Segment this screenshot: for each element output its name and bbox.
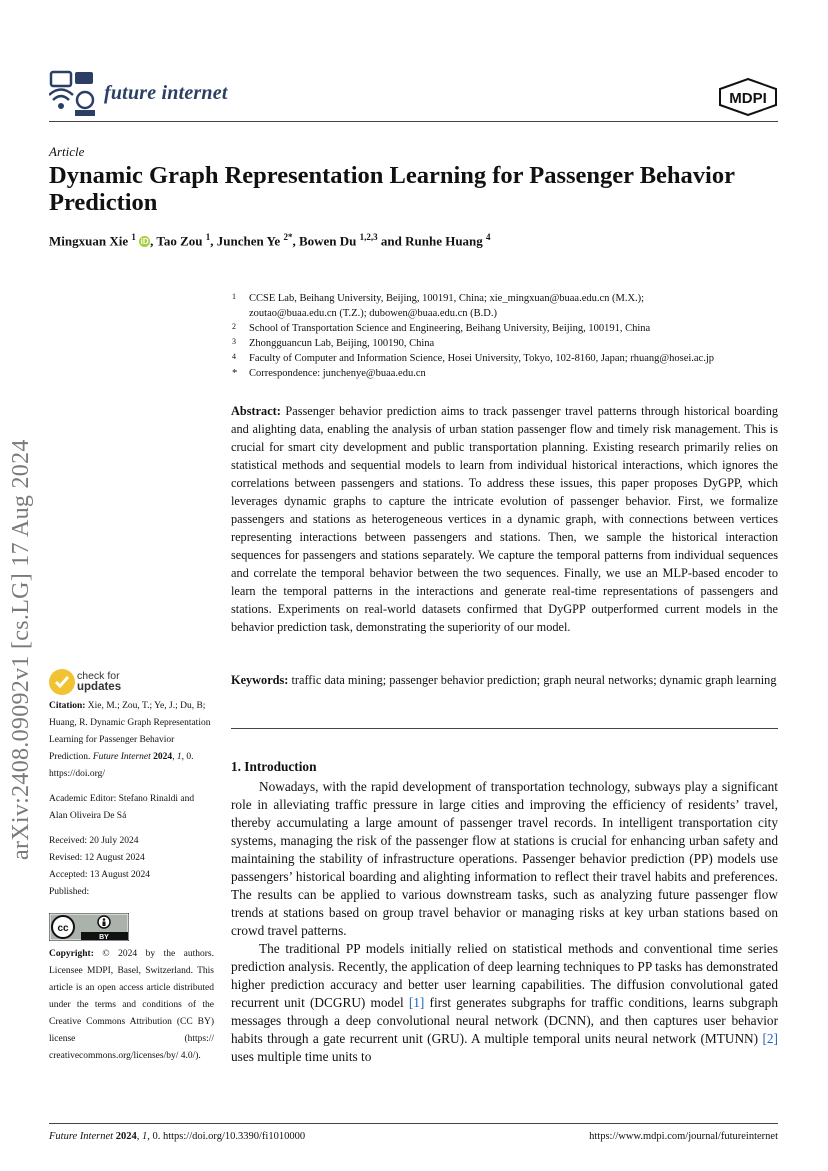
affiliation-item: 1 CCSE Lab, Beihang University, Beijing, 100191, China; xie_mingxuan@buaa.edu.cn (M.X.); (232, 292, 645, 304)
author-name: Runhe Huang (405, 233, 483, 249)
abstract-divider (231, 728, 778, 729)
author-name: Bowen Du (298, 233, 357, 249)
author-affil: 2* (283, 232, 293, 242)
orcid-icon[interactable]: iD (140, 237, 149, 247)
revised-date: Revised: 12 August 2024 (49, 853, 145, 863)
copyright-block: Copyright: © 2024 by the authors. Licensee MDPI, Basel, Switzerland. This article is an open access article distributed under the terms and conditions of the Creative Commons Attribution (CC BY) license (https:// creativecommons.org/licenses/by/ 4.0/). (49, 949, 215, 1061)
academic-editor: Academic Editor: Stefano Rinaldi and Alan Oliveira De Sá (49, 794, 195, 821)
check-for-updates-button[interactable]: check for updates (77, 670, 122, 693)
check-for-updates-icon[interactable] (49, 669, 75, 695)
section-heading: 1. Introduction (231, 759, 317, 774)
author-list: Mingxuan Xie $^1$ iD , Tao Zou $^1$, Junchen Ye $^{2*}$, Bowen Du $^{1,2,3}$ and Runhe Huang $^4$ (49, 232, 491, 249)
paper-title: Dynamic Graph Representation Learning for Passenger Behavior Prediction (49, 162, 735, 216)
paragraph: The traditional PP models initially relied on statistical methods and conventional time series prediction analysis. Recently, the application of deep learning techniques to PP tasks has demonstrated higher prediction accuracy and better user learning capabilities. The diffusion convolutional gated recurrent unit (DCGRU) model [1] first generates subgraphs for traffic conditions, learns subgraph messages through a deep convolutional neural network (DCNN), and then captures user behavior habits through a gate recurrent unit (GRU). A multiple temporal units neural network (MTUNN) [2] uses multiple time units to (231, 941, 778, 1064)
affiliation-item: 3 Zhongguancun Lab, Beijing, 100190, China (232, 337, 435, 349)
journal-url[interactable]: https://www.mdpi.com/journal/futureinternet (589, 1131, 778, 1142)
dates-block (49, 833, 214, 901)
correspondence: * Correspondence: junchenye@buaa.edu.cn (232, 368, 426, 379)
citation-link[interactable]: [2] (762, 1031, 778, 1046)
journal-logo (49, 70, 97, 118)
affiliations (232, 291, 792, 381)
affiliation-item: 4 Faculty of Computer and Information Science, Hosei University, Tokyo, 102-8160, Japan; rhuang@hosei.ac.jp (232, 352, 715, 364)
abstract (231, 402, 778, 636)
citation-link[interactable]: [1] (408, 995, 425, 1010)
journal-name: future internet (104, 82, 228, 104)
svg-text:cc: cc (57, 923, 69, 934)
header-divider (49, 121, 778, 122)
published-date: Published: (49, 887, 90, 897)
abstract-text: Passenger behavior prediction aims to track passenger travel patterns through historical boarding and alighting data, enabling the analysis of urban station passenger flow and timely risk management. This is crucial for smart city development and public transportation planning. Existing research primarily relies on statistical methods and sequential models to learn from individual historical interactions, which ignores the correlations between passengers and stations. To address these issues, this paper proposes DyGPP, which leverages dynamic graphs to capture the intricate evolution of passenger behavior. First, we formalize passengers and stations as heterogeneous vertices in a dynamic graph, with connections between vertices representing interactions between passengers and stations. Then, we sample the historical interaction sequences for passengers and stations separately. We capture the temporal patterns from individual sequences and correlate the temporal behavior between the two sequences. Finally, we use an MLP-based encoder to learn the temporal patterns in the interactions and generate real-time representations of passengers and stations. Experiments on real-world datasets confirmed that DyGPP outperformed current models in the behavior prediction task, demonstrating the superiority of our model. (231, 404, 778, 634)
author-affil: 1,2,3 (359, 232, 378, 242)
author-name: Mingxuan Xie (49, 233, 129, 249)
footer-citation: Future Internet 2024, 1, 0. https://doi.org/10.3390/fi1010000 (49, 1131, 306, 1142)
footer-divider (49, 1123, 778, 1124)
svg-text:BY: BY (99, 934, 109, 941)
mdpi-logo-text: MDPI (729, 90, 767, 107)
received-date: Received: 20 July 2024 (49, 836, 139, 846)
abstract-label: Abstract: (231, 404, 281, 418)
author-name: Tao Zou (156, 233, 203, 249)
paragraph: Nowadays, with the rapid development of transportation technology, subways play a significant role in alleviating traffic pressure in large cities and improving the efficiency of residents’ travel, thereby accumulating a large amount of passenger travel records. In intelligent transportation city systems, managing the risk of the passenger flow at stations is crucial for enhancing urban safety and maintaining the stability of infrastructure operations. Passenger behavior prediction (PP) models use passengers’ historical boarding and alighting information to reflect their travel habits and preferences. The results can be applied to various downstream tasks, such as analyzing future passenger flow trends at stations based on group travel behavior or managing risks at key urban stations based on crowd travel patterns. (231, 779, 778, 938)
author-affil: 1 (131, 232, 136, 242)
keywords (231, 671, 778, 689)
arxiv-stamp: arXiv:2408.09092v1 [cs.LG] 17 Aug 2024 (8, 439, 34, 860)
author-affil: 1 (205, 232, 211, 242)
accepted-date: Accepted: 13 August 2024 (49, 870, 151, 880)
citation-block: Citation: Xie, M.; Zou, T.; Ye, J.; Du, B; Huang, R. Dynamic Graph Representation Learning for Passenger Behavior Prediction. Future Internet 2024, 1, 0. https://doi.org/ (49, 701, 211, 779)
article-type: Article (49, 144, 85, 159)
keywords-text: traffic data mining; passenger behavior prediction; graph neural networks; dynamic graph learning (291, 673, 777, 687)
author-name: Junchen Ye (216, 233, 281, 249)
affiliation-item: 2 School of Transportation Science and Engineering, Beihang University, Beijing, 100191, China (232, 322, 651, 334)
keywords-label: Keywords: (231, 673, 289, 687)
affiliation-item: zoutao@buaa.edu.cn (T.Z.); dubowen@buaa.edu.cn (B.D.) (249, 308, 498, 319)
body-text (231, 778, 778, 1066)
mdpi-logo (718, 78, 778, 116)
author-affil: 4 (486, 232, 491, 242)
cc-by-license-icon[interactable] (49, 913, 129, 941)
